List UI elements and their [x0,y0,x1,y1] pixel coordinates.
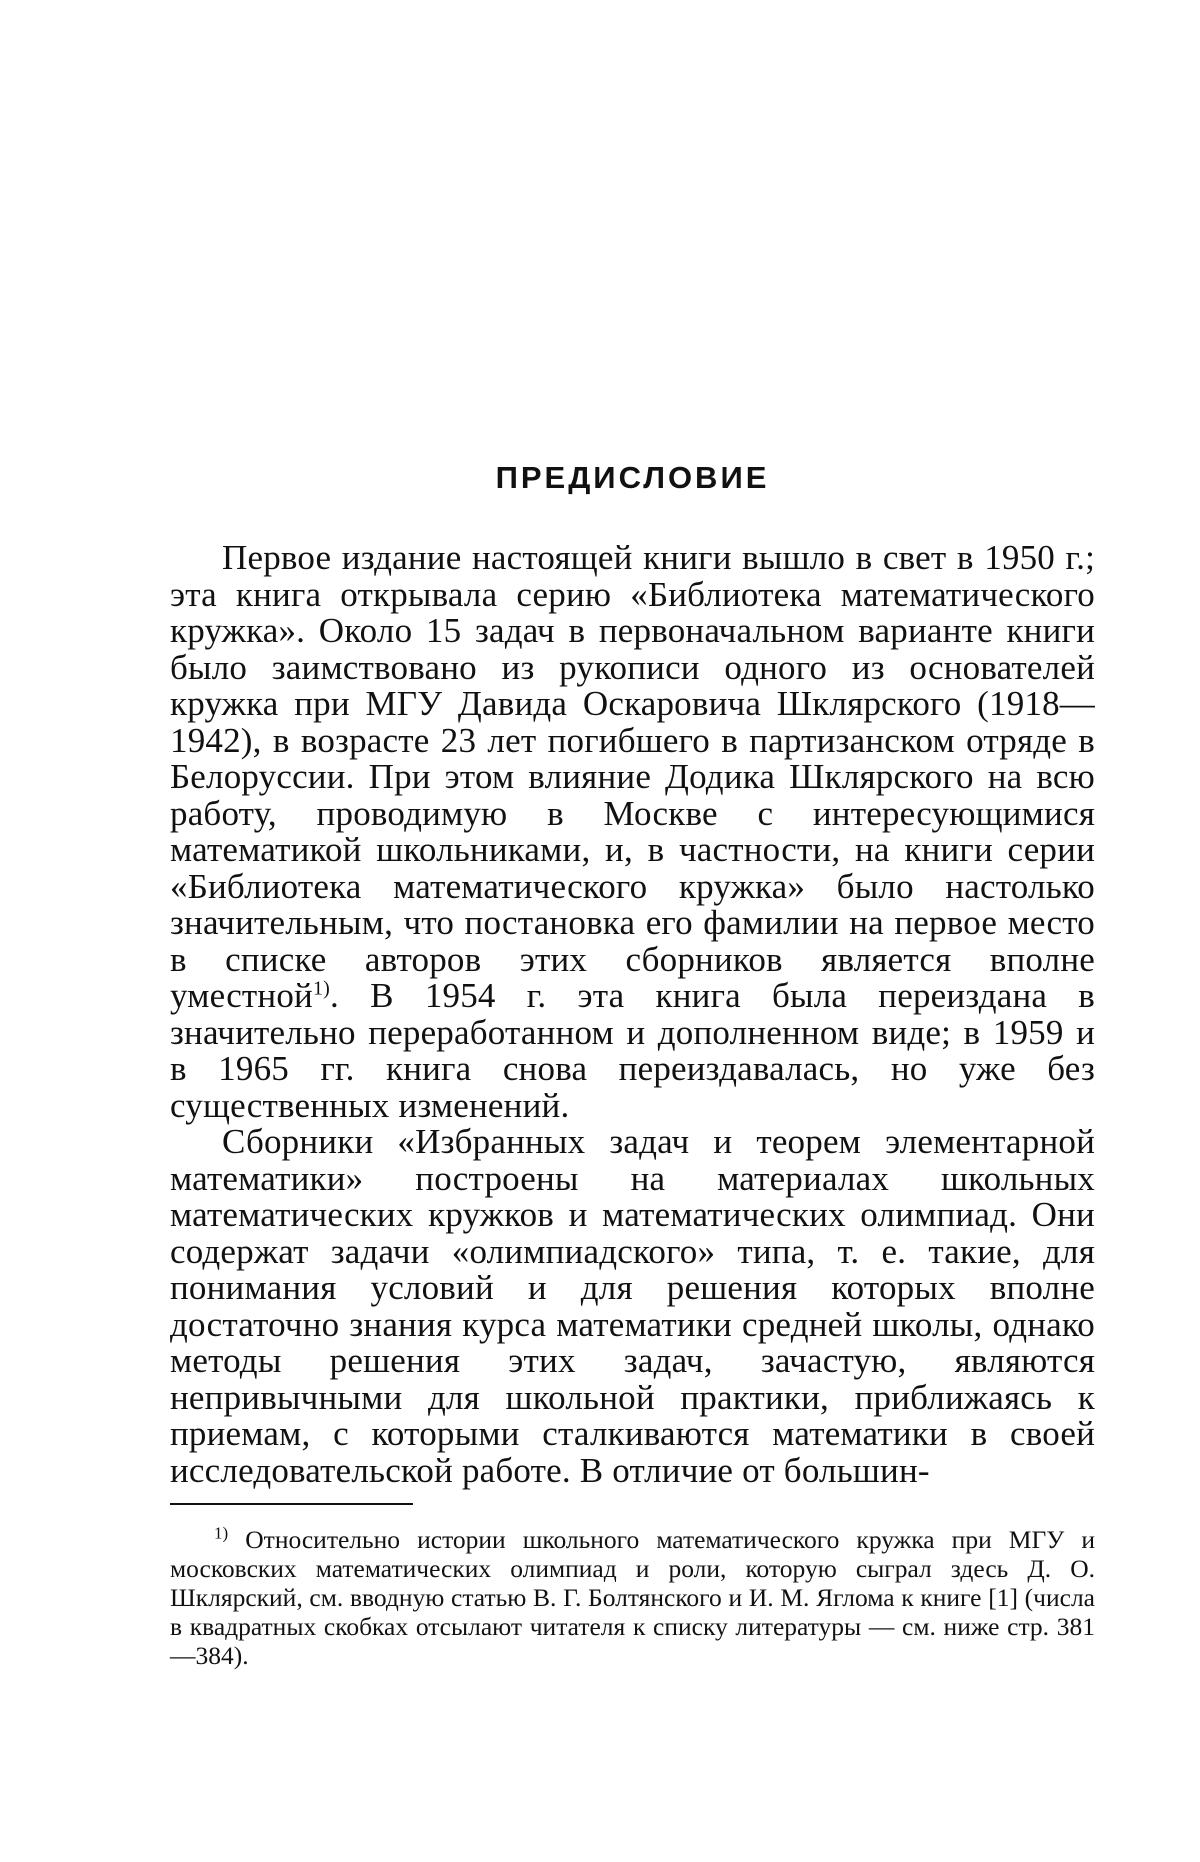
page [170,460,1095,1670]
paragraph-1-text: Первое издание настоящей книги вышло в свет в 1950 г.; эта книга открывала серию «Библиотека математического кружка». Около 15 задач в первоначальном варианте книги было заимствовано из рукописи одного из основателей кружка при МГУ Давида Оскаровича Шклярского (1918—1942), в возрасте 23 лет погибшего в партизанском отряде в Белоруссии. При этом влияние Додика Шклярского на всю работу, проводимую в Москве с интересующимися математикой школьниками, и, в частности, на книги серии «Библиотека математического кружка» было настолько значительным, что постановка его фамилии на первое место в списке авторов этих сборников является вполне уместной [170,538,1095,1015]
footnote-mark: 1) [214,1523,229,1543]
footnote-divider [170,1503,413,1505]
page-title: ПРЕДИСЛОВИЕ [495,460,770,495]
paragraph-2: Сборники «Избранных задач и теорем элементарной математики» построены на материалах школьных математических кружков и математических олимпиад. Они содержат задачи «олимпиадского» типа, т. е. такие, для понимания условий и для решения которых вполне достаточно знания курса математики средней школы, однако методы решения этих задач, зачастую, являются непривычными для школьной практики, приближаясь к приемам, с которыми сталкиваются математики в своей исследовательской работе. В отличие от большин- [170,1122,1095,1490]
paragraph-1 [170,540,1095,1124]
footnote-text: Относительно истории школьного математического кружка при МГУ и московских математических олимпиад и роли, которую сыграл здесь Д. О. Шклярский, см. вводную статью В. Г. Болтянского и И. М. Яглома к книге [1] (числа в квадратных скобках отсылают читателя к списку литературы — см. ниже стр. 381—384). [170,1525,1096,1670]
footnote [170,1525,1095,1670]
paragraph-1-continuation: . В 1954 г. эта книга была переиздана в значительно переработанном и дополненном виде; в 1959 и в 1965 гг. книга снова переиздавалась, но уже без существенных изменений. [170,976,1095,1125]
footnote-reference[interactable]: 1) [312,977,331,1000]
